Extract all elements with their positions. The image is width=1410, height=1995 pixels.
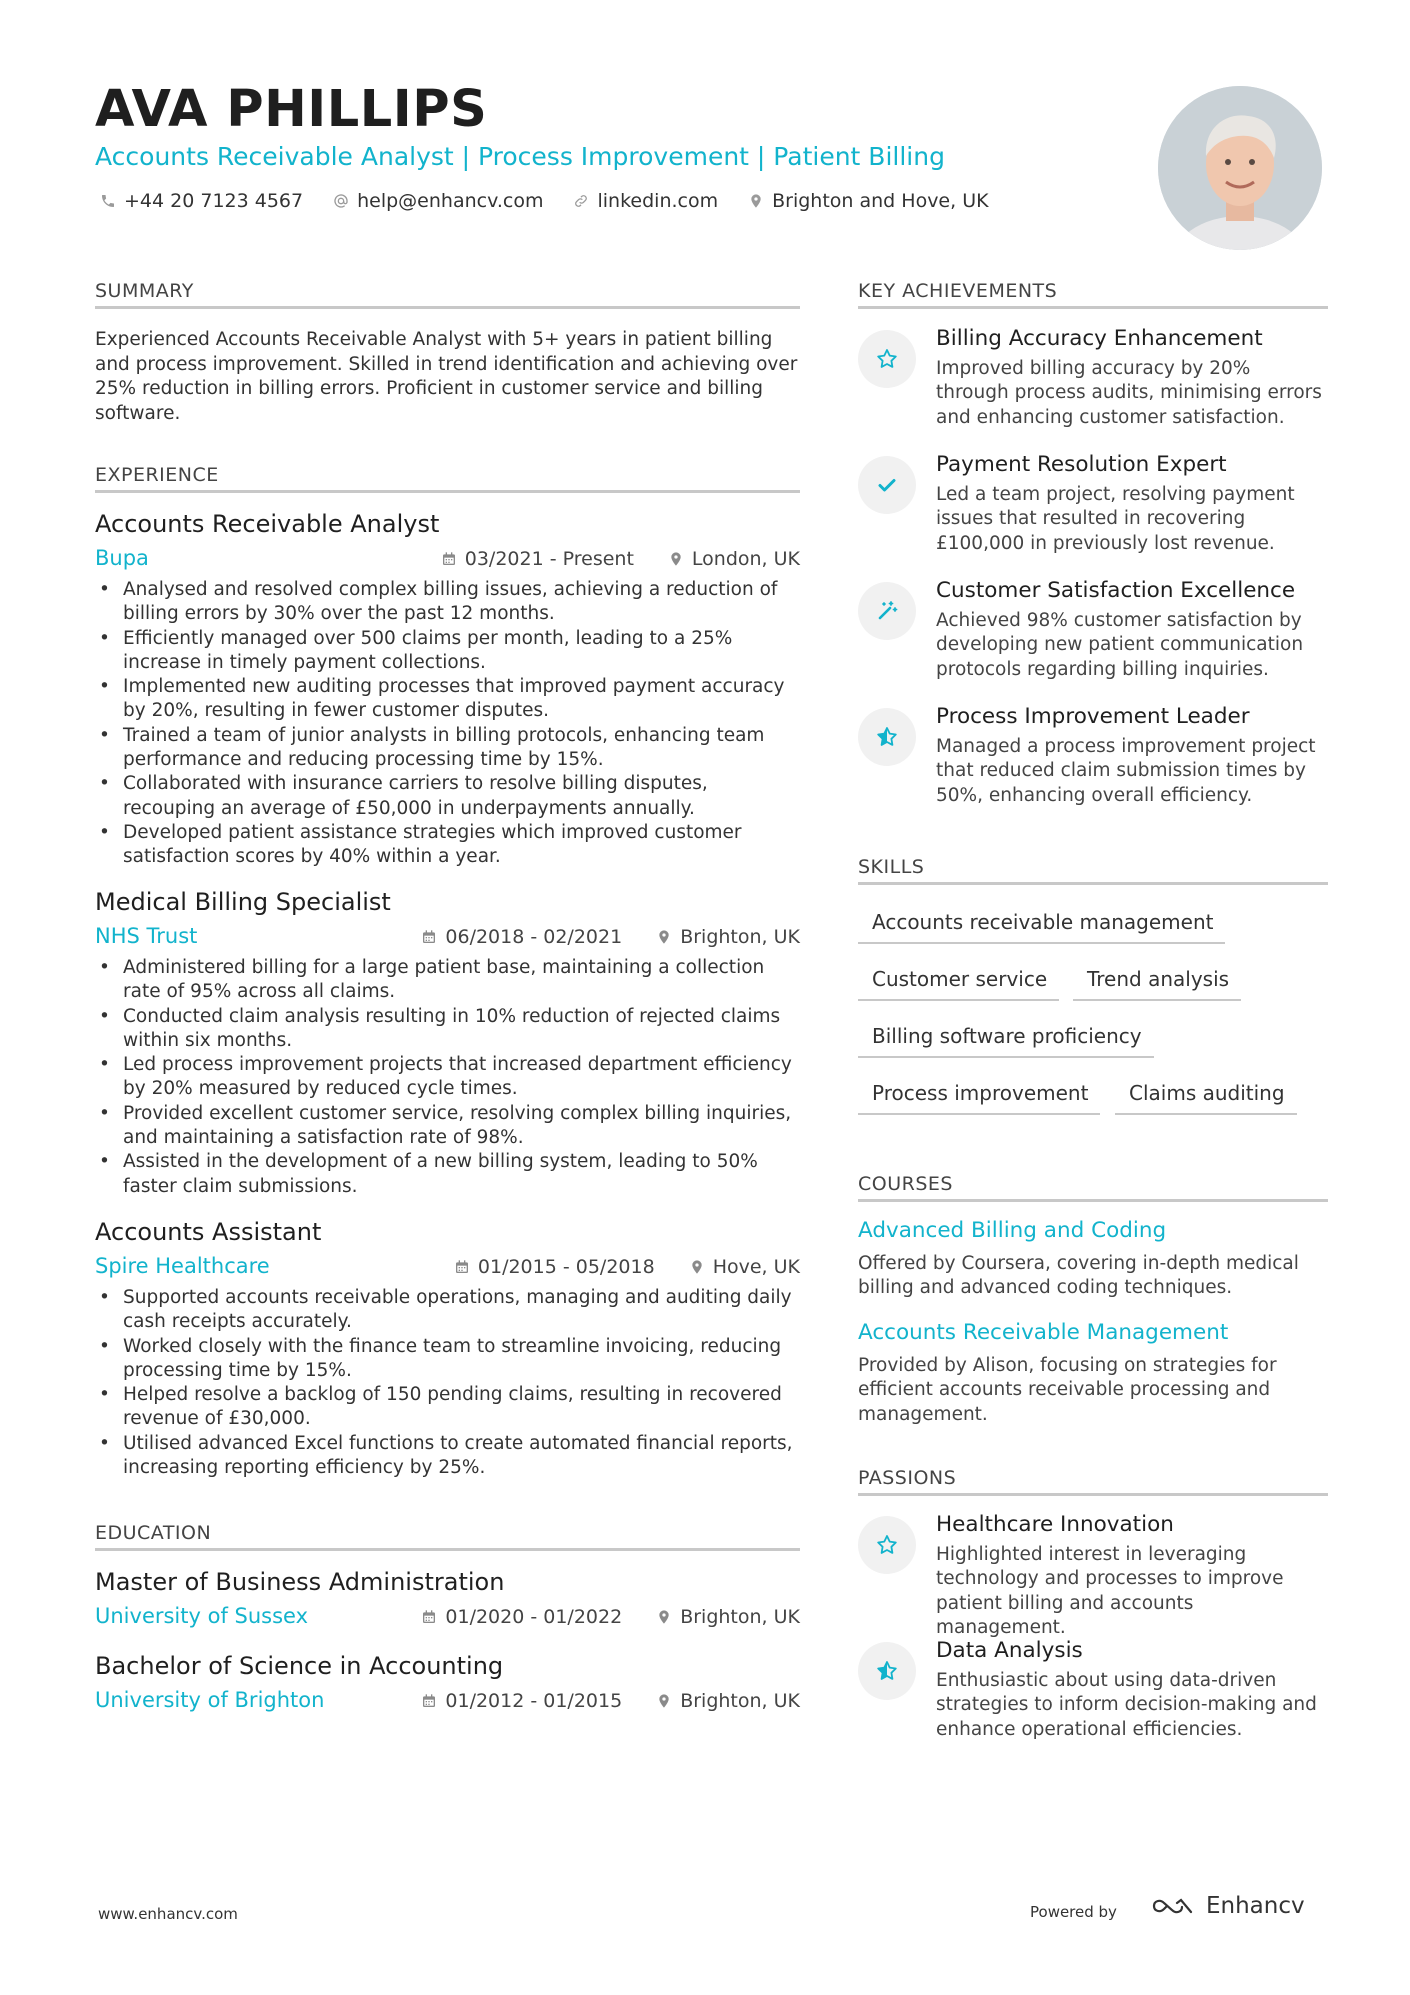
job-meta [421,926,800,948]
education-meta [421,1690,800,1712]
contact-bar [100,190,989,212]
achievement-item [858,452,1328,556]
course-desc: Provided by Alison, focusing on strategies for efficient accounts receivable processing and management. [858,1355,1277,1425]
skills-divider [858,882,1328,885]
job-bullets [95,578,800,870]
achievement-desc: Led a team project, resolving payment issues that resulted in recovering £100,000 in previously lost revenue. [936,484,1295,554]
list-item: • Led process improvement projects that increased department efficiency by 20% measured by reduced cycle times. [95,1053,800,1102]
achievement-item [858,578,1328,682]
achievements-divider [858,306,1328,309]
enhancv-logo-icon [1150,1894,1198,1918]
calendar-icon [441,551,457,567]
contact-phone[interactable] [100,190,303,212]
courses-divider [858,1199,1328,1202]
passions-divider [858,1493,1328,1496]
job-location: London, UK [691,548,800,570]
passion-title: Healthcare Innovation [936,1512,1174,1537]
course-title: Accounts Receivable Management [858,1320,1229,1345]
list-item: • Helped resolve a backlog of 150 pending claims, resulting in recovered revenue of £30,000. [95,1383,800,1432]
passion-item [858,1638,1328,1742]
contact-email[interactable] [333,190,543,212]
magic-wand-icon [858,582,916,640]
skill-tag: Accounts receivable management [858,910,1225,944]
education-dates: 01/2012 - 01/2015 [445,1690,623,1712]
footer-url[interactable]: www.enhancv.com [98,1905,238,1923]
powered-by-label: Powered by [1030,1903,1117,1921]
skill-tag: Billing software proficiency [858,1024,1154,1058]
summary-text: Experienced Accounts Receivable Analyst with 5+ years in patient billing and process improvement. Skilled in trend identification and achieving over 25% reduction in billing errors. Proficient in customer service and billing software. [95,329,798,424]
list-item: • Supported accounts receivable operations, managing and auditing daily cash receipts accurately. [95,1286,800,1335]
achievement-title: Customer Satisfaction Excellence [936,578,1296,603]
education-degree: Bachelor of Science in Accounting [95,1652,504,1680]
list-item: • Implemented new auditing processes that improved payment accuracy by 20%, resulting in fewer customer disputes. [95,675,800,724]
achievement-desc: Managed a process improvement project that reduced claim submission times by 50%, enhancing overall efficiency. [936,736,1316,806]
location-pin-icon [689,1259,705,1275]
passion-item [858,1512,1328,1640]
passion-desc: Highlighted interest in leveraging technology and processes to improve patient billing and accounts management. [936,1544,1284,1638]
email-text: help@enhancv.com [357,190,544,212]
location-pin-icon [656,1693,672,1709]
star-outline-icon [858,330,916,388]
list-item: • Utilised advanced Excel functions to create automated financial reports, increasing reporting efficiency by 25%. [95,1432,800,1481]
course-desc: Offered by Coursera, covering in-depth medical billing and advanced coding techniques. [858,1253,1299,1299]
list-item: • Conducted claim analysis resulting in 10% reduction of rejected claims within six months. [95,1005,800,1054]
skill-tag: Customer service [858,967,1059,1001]
location-pin-icon [748,193,764,209]
brand-name: Enhancv [1206,1893,1305,1919]
location-pin-icon [668,551,684,567]
list-item: • Provided excellent customer service, resolving complex billing inquiries, and maintaining a satisfaction rate of 98%. [95,1102,800,1151]
skill-tag: Trend analysis [1073,967,1241,1001]
education-heading: EDUCATION [95,1522,212,1544]
job-meta [454,1256,800,1278]
experience-heading: EXPERIENCE [95,464,219,486]
achievement-item [858,326,1328,430]
calendar-icon [421,929,437,945]
location-pin-icon [656,1609,672,1625]
job-company: NHS Trust [95,924,198,948]
calendar-icon [421,1693,437,1709]
summary-divider [95,306,800,309]
education-dates: 01/2020 - 01/2022 [445,1606,623,1628]
job-dates: 03/2021 - Present [464,548,634,570]
job-dates: 06/2018 - 02/2021 [445,926,623,948]
location-pin-icon [656,929,672,945]
candidate-tagline: Accounts Receivable Analyst | Process Improvement | Patient Billing [95,142,945,171]
at-icon [333,193,349,209]
passions-heading: PASSIONS [858,1467,957,1489]
list-item: • Collaborated with insurance carriers to resolve billing disputes, recouping an average of £50,000 in underpayments annually. [95,772,800,821]
job-bullets [95,1286,800,1480]
job-dates: 01/2015 - 05/2018 [477,1256,655,1278]
profile-photo [1158,86,1322,250]
job-location: Hove, UK [712,1256,800,1278]
job-title: Medical Billing Specialist [95,888,391,916]
education-school: University of Brighton [95,1688,325,1712]
job-location: Brighton, UK [680,926,800,948]
education-location: Brighton, UK [680,1690,800,1712]
list-item: • Worked closely with the finance team to streamline invoicing, reducing processing time by 15%. [95,1335,800,1384]
linkedin-text: linkedin.com [597,190,719,212]
job-company: Spire Healthcare [95,1254,270,1278]
list-item: • Assisted in the development of a new billing system, leading to 50% faster claim submissions. [95,1150,800,1199]
calendar-icon [454,1259,470,1275]
passion-title: Data Analysis [936,1638,1083,1663]
achievement-desc: Achieved 98% customer satisfaction by developing new patient communication protocols regarding billing inquiries. [936,610,1304,680]
candidate-name: AVA PHILLIPS [95,80,488,139]
achievement-desc: Improved billing accuracy by 20% through process audits, minimising errors and enhancing customer satisfaction. [936,358,1322,428]
achievement-title: Payment Resolution Expert [936,452,1227,477]
achievements-heading: KEY ACHIEVEMENTS [858,280,1058,302]
job-meta [441,548,800,570]
list-item: • Administered billing for a large patient base, maintaining a collection rate of 95% across all claims. [95,956,800,1005]
education-divider [95,1548,800,1551]
experience-divider [95,490,800,493]
list-item: • Analysed and resolved complex billing issues, achieving a reduction of billing errors by 30% over the past 12 months. [95,578,800,627]
phone-icon [100,193,116,209]
job-title: Accounts Assistant [95,1218,322,1246]
course-title: Advanced Billing and Coding [858,1218,1167,1243]
contact-location [748,190,988,212]
list-item: • Efficiently managed over 500 claims per month, leading to a 25% increase in timely payment collections. [95,627,800,676]
achievement-item [858,704,1328,808]
education-meta [421,1606,800,1628]
education-location: Brighton, UK [680,1606,800,1628]
skill-tag: Process improvement [858,1081,1100,1115]
summary-heading: SUMMARY [95,280,194,302]
link-icon [573,193,589,209]
list-item: • Trained a team of junior analysts in billing protocols, enhancing team performance and reducing processing time by 15%. [95,724,800,773]
skill-tag: Claims auditing [1115,1081,1297,1115]
calendar-icon [421,1609,437,1625]
courses-heading: COURSES [858,1173,953,1195]
education-school: University of Sussex [95,1604,309,1628]
star-half-icon [858,1642,916,1700]
star-outline-icon [858,1516,916,1574]
achievement-title: Process Improvement Leader [936,704,1250,729]
brand-logo[interactable] [1150,1893,1305,1919]
achievement-title: Billing Accuracy Enhancement [936,326,1263,351]
location-text: Brighton and Hove, UK [772,190,989,212]
job-company: Bupa [95,546,149,570]
star-half-icon [858,708,916,766]
job-bullets [95,956,800,1199]
skills-heading: SKILLS [858,856,925,878]
list-item: • Developed patient assistance strategies which improved customer satisfaction scores by 40% within a year. [95,821,800,870]
education-degree: Master of Business Administration [95,1568,505,1596]
job-title: Accounts Receivable Analyst [95,510,440,538]
phone-text: +44 20 7123 4567 [124,190,304,212]
contact-linkedin[interactable] [573,190,718,212]
passion-desc: Enthusiastic about using data-driven strategies to inform decision-making and enhance operational efficiencies. [936,1670,1317,1740]
checkmark-icon [858,456,916,514]
